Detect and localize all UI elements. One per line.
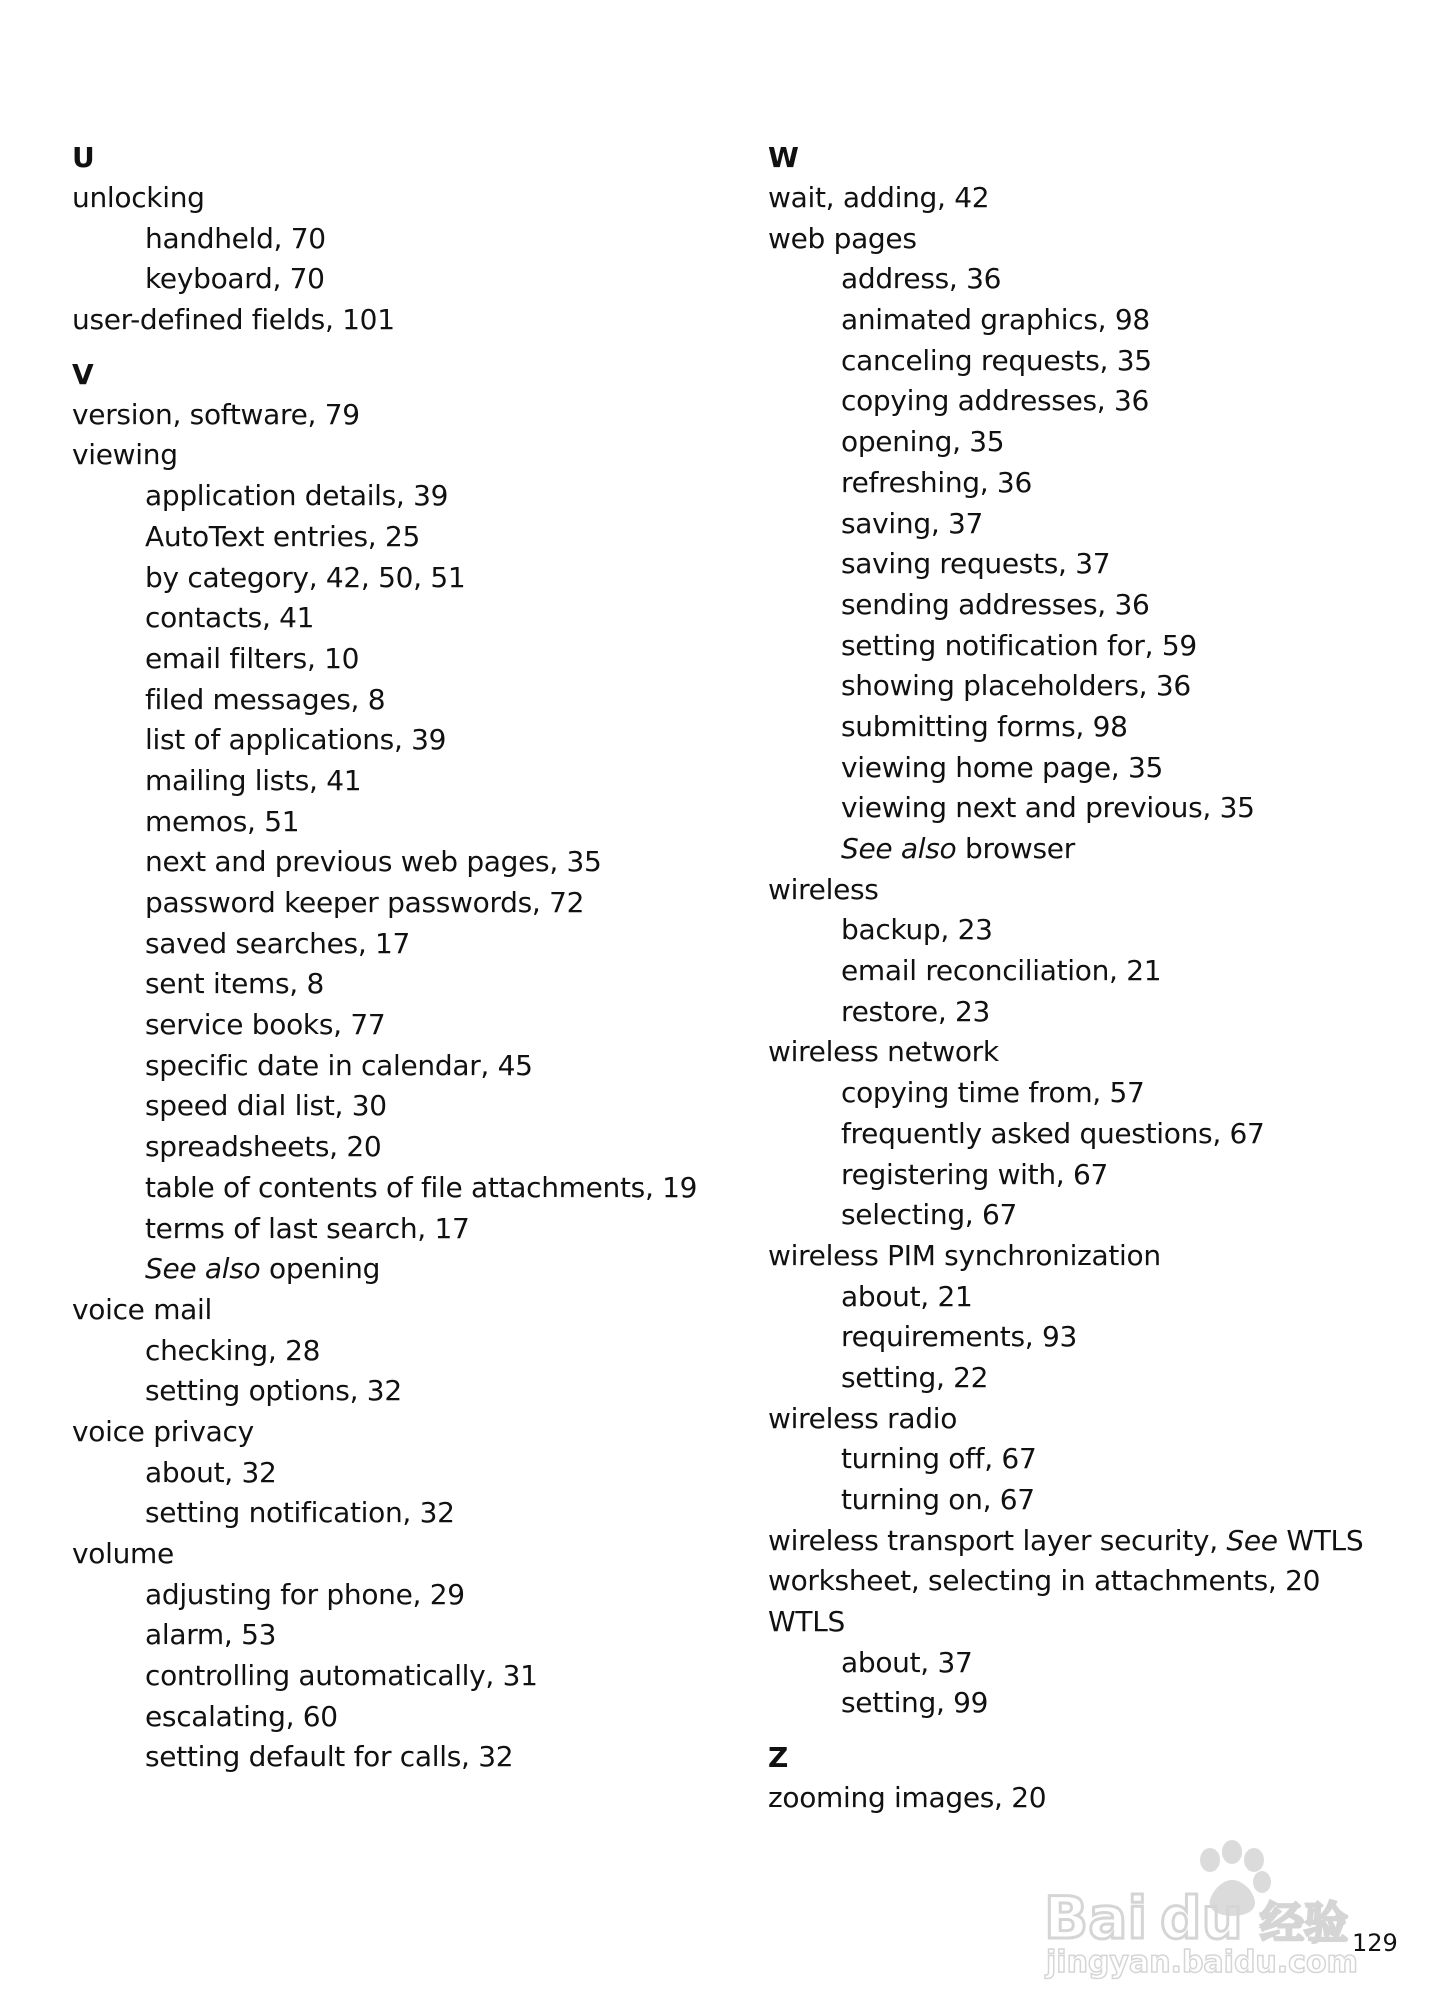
index-subentry: setting options, 32 <box>145 1374 402 1408</box>
index-subentry: email reconciliation, 21 <box>841 954 1162 988</box>
index-subentry: copying addresses, 36 <box>841 384 1150 418</box>
index-subentry: refreshing, 36 <box>841 465 1032 499</box>
index-entry: WTLS <box>768 1605 845 1639</box>
see-also-label: See also <box>145 1252 261 1286</box>
index-entry: wireless <box>768 872 879 906</box>
index-subentry: memos, 51 <box>145 804 300 838</box>
index-subentry: viewing next and previous, 35 <box>841 791 1255 825</box>
letter-heading-v: V <box>72 357 94 391</box>
index-subentry: next and previous web pages, 35 <box>145 845 602 879</box>
index-subentry: sent items, 8 <box>145 967 325 1001</box>
index-column-left <box>72 138 712 1778</box>
index-subentry: specific date in calendar, 45 <box>145 1048 533 1082</box>
index-subentry: requirements, 93 <box>841 1320 1077 1354</box>
index-entry: user-defined fields, 101 <box>72 303 395 337</box>
index-entry: unlocking <box>72 181 205 214</box>
index-subentry: speed dial list, 30 <box>145 1089 387 1123</box>
index-entry: viewing <box>72 438 178 472</box>
index-entry: volume <box>72 1537 174 1570</box>
index-subentry: saving, 37 <box>841 506 984 540</box>
index-subentry: controlling automatically, 31 <box>145 1659 538 1693</box>
index-subentry: setting default for calls, 32 <box>145 1740 514 1774</box>
see-target: WTLS <box>1277 1523 1364 1557</box>
index-subentry: filed messages, 8 <box>145 682 386 716</box>
index-subentry: about, 32 <box>145 1455 277 1489</box>
index-subentry: about, 21 <box>841 1279 973 1313</box>
index-entry: voice mail <box>72 1292 212 1326</box>
index-subentry: canceling requests, 35 <box>841 343 1152 377</box>
letter-heading-u: U <box>72 141 95 174</box>
index-subentry: viewing home page, 35 <box>841 750 1164 784</box>
index-subentry: alarm, 53 <box>145 1618 277 1652</box>
index-entry: wait, adding, 42 <box>768 181 990 214</box>
index-subentry: selecting, 67 <box>841 1198 1018 1232</box>
index-subentry: terms of last search, 17 <box>145 1211 470 1245</box>
index-entry: worksheet, selecting in attachments, 20 <box>768 1564 1321 1598</box>
index-column-right <box>768 138 1408 1819</box>
svg-text:经验: 经验 <box>1260 1898 1348 1949</box>
index-subentry: AutoText entries, 25 <box>145 519 421 553</box>
index-subentry: copying time from, 57 <box>841 1076 1145 1110</box>
index-subentry: showing placeholders, 36 <box>841 669 1191 703</box>
index-subentry: submitting forms, 98 <box>841 709 1128 743</box>
index-entry: wireless radio <box>768 1401 958 1435</box>
index-subentry: setting notification, 32 <box>145 1496 455 1530</box>
see-also-reference <box>768 829 1408 870</box>
index-subentry: turning off, 67 <box>841 1442 1037 1476</box>
index-subentry: frequently asked questions, 67 <box>841 1116 1265 1150</box>
index-subentry: adjusting for phone, 29 <box>145 1577 465 1611</box>
index-subentry: saved searches, 17 <box>145 926 411 960</box>
index-subentry: password keeper passwords, 72 <box>145 886 585 919</box>
letter-heading-z: Z <box>768 1741 789 1775</box>
index-subentry: animated graphics, 98 <box>841 303 1150 337</box>
see-also-reference <box>72 1249 712 1290</box>
index-subentry: sending addresses, 36 <box>841 587 1150 621</box>
index-entry: zooming images, 20 <box>768 1781 1047 1815</box>
index-subentry: registering with, 67 <box>841 1157 1109 1191</box>
index-subentry: table of contents of file attachments, 19 <box>145 1170 698 1204</box>
see-also-target: browser <box>956 832 1075 865</box>
index-subentry: saving requests, 37 <box>841 547 1111 581</box>
index-subentry: setting, 99 <box>841 1686 989 1720</box>
index-subentry: checking, 28 <box>145 1333 321 1367</box>
see-also-label: See also <box>841 832 957 865</box>
index-entry-with-see <box>768 1521 1408 1562</box>
baidu-jingyan-watermark <box>1040 1830 1380 1980</box>
index-entry: web pages <box>768 221 917 255</box>
index-subentry: about, 37 <box>841 1645 973 1679</box>
see-also-target: opening <box>260 1252 381 1286</box>
svg-text:jingyan.baidu.com: jingyan.baidu.com <box>1046 1945 1358 1980</box>
index-subentry: email filters, 10 <box>145 641 360 675</box>
index-subentry: backup, 23 <box>841 913 993 947</box>
index-subentry: setting notification for, 59 <box>841 628 1197 662</box>
letter-heading-w: W <box>768 141 799 174</box>
index-entry: wireless PIM synchronization <box>768 1238 1161 1272</box>
index-subentry: turning on, 67 <box>841 1483 1035 1516</box>
index-subentry: contacts, 41 <box>145 601 315 635</box>
index-entry: voice privacy <box>72 1414 254 1448</box>
svg-text:du: du <box>1160 1884 1243 1952</box>
index-subentry: application details, 39 <box>145 479 449 513</box>
index-subentry: service books, 77 <box>145 1008 386 1042</box>
index-subentry: spreadsheets, 20 <box>145 1130 382 1164</box>
index-subentry: setting, 22 <box>841 1360 989 1394</box>
index-entry: version, software, 79 <box>72 397 360 431</box>
index-subentry: opening, 35 <box>841 425 1005 459</box>
index-subentry: by category, 42, 50, 51 <box>145 560 466 594</box>
index-subentry: address, 36 <box>841 262 1002 296</box>
index-subentry: restore, 23 <box>841 994 991 1028</box>
index-entry: wireless network <box>768 1035 999 1069</box>
page-number: 129 <box>1352 1929 1398 1957</box>
index-entry-text: wireless transport layer security, <box>768 1523 1227 1557</box>
index-subentry: handheld, 70 <box>145 221 326 255</box>
svg-text:Bai: Bai <box>1044 1884 1148 1952</box>
index-subentry: escalating, 60 <box>145 1699 338 1733</box>
see-label: See <box>1226 1523 1278 1557</box>
index-subentry: mailing lists, 41 <box>145 763 362 797</box>
index-subentry: list of applications, 39 <box>145 723 447 757</box>
index-subentry: keyboard, 70 <box>145 262 325 296</box>
